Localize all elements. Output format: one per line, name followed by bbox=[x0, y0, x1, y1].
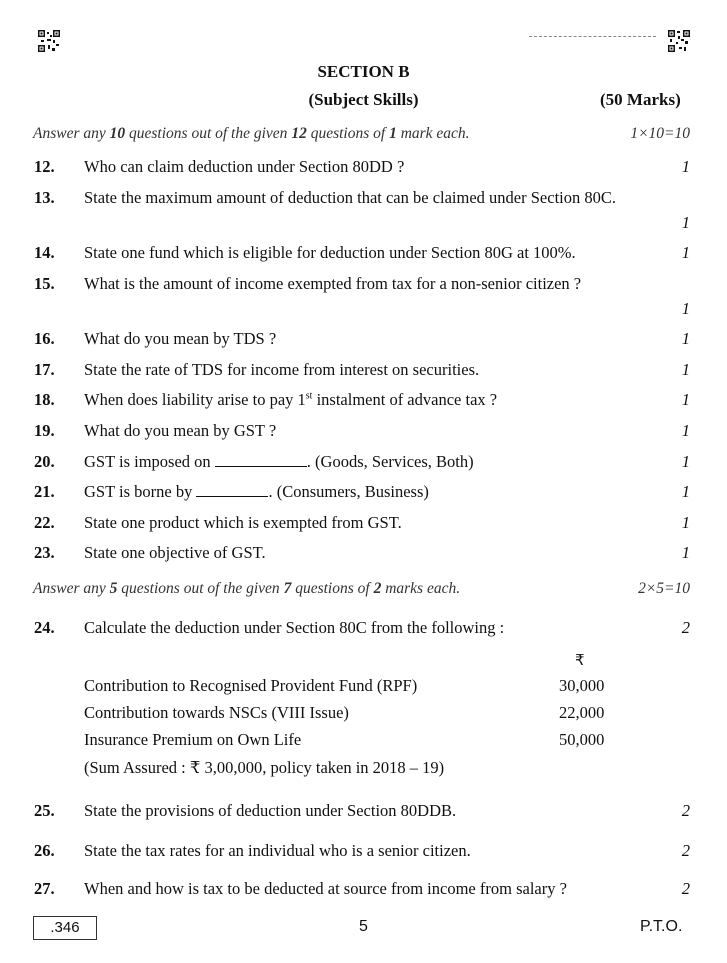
qr-code-left bbox=[38, 30, 60, 52]
please-turn-over: P.T.O. bbox=[640, 918, 683, 935]
header-line bbox=[529, 36, 656, 37]
table-row: Contribution to Recognised Provident Fund (RPF) 30,000 bbox=[84, 676, 605, 695]
instruction-2-scheme: 2×5=10 bbox=[638, 580, 690, 597]
page-number: 5 bbox=[359, 918, 368, 935]
table-row: Insurance Premium on Own Life 50,000 bbox=[84, 730, 605, 749]
qr-code-right bbox=[668, 30, 690, 52]
instruction-2: Answer any 5 questions out of the given 7 questions of 2 marks each. 2×5=10 bbox=[33, 580, 690, 597]
rupee-currency-header: ₹ bbox=[575, 651, 585, 669]
table-row: Contribution towards NSCs (VIII Issue) 22,000 bbox=[84, 703, 605, 722]
paper-code: .346 bbox=[33, 916, 97, 940]
instruction-1: Answer any 10 questions out of the given 12 questions of 1 mark each. 1×10=10 bbox=[33, 125, 690, 142]
section-subtitle: (Subject Skills) bbox=[308, 90, 419, 109]
instruction-1-scheme: 1×10=10 bbox=[630, 125, 690, 142]
table-note: (Sum Assured : ₹ 3,00,000, policy taken in 2018 – 19) bbox=[84, 758, 445, 777]
answer-blank bbox=[215, 465, 307, 467]
section-total-marks: (50 Marks) bbox=[600, 90, 681, 109]
section-title: SECTION B bbox=[317, 62, 410, 81]
answer-blank bbox=[196, 495, 268, 497]
